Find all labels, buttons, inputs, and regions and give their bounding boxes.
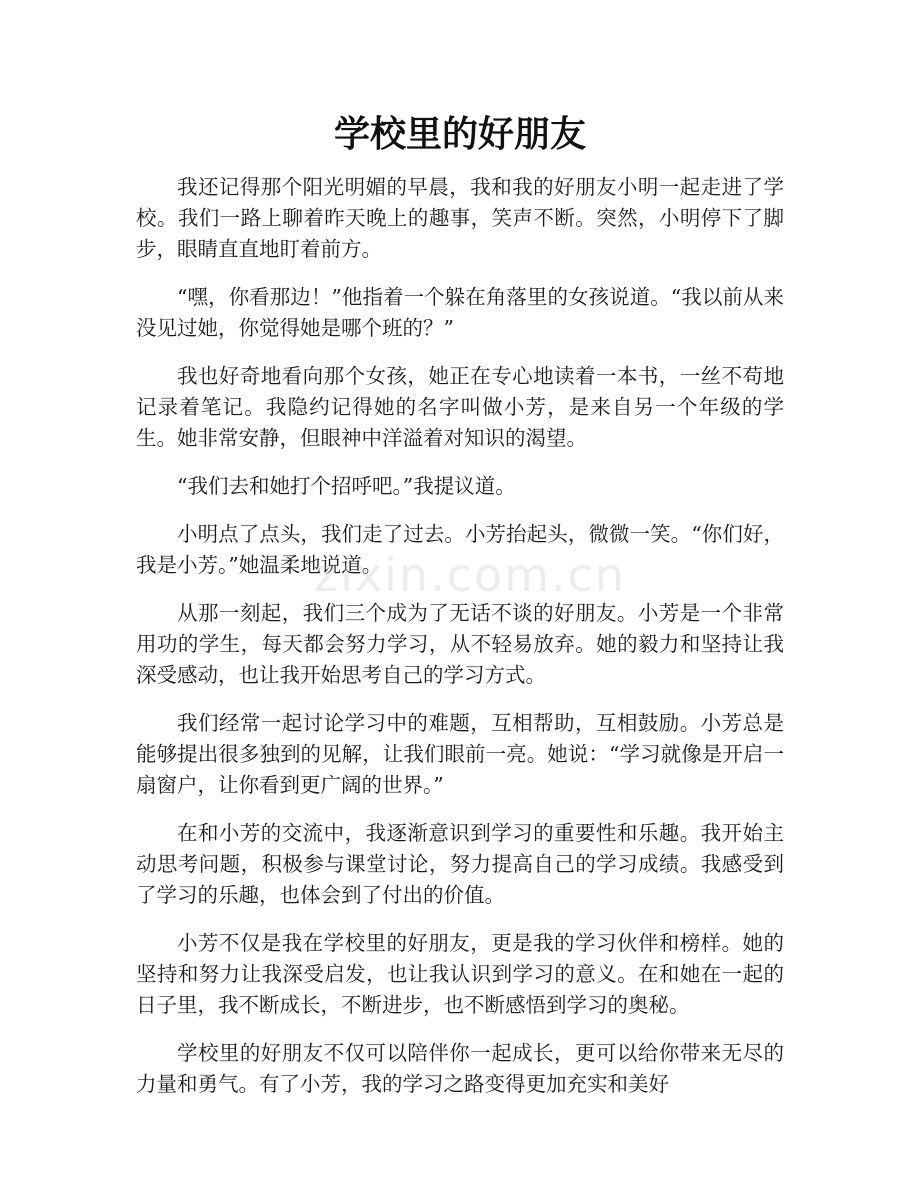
paragraph: 从那一刻起，我们三个成为了无话不谈的好朋友。小芳是一个非常用功的学生，每天都会努力学习，从不轻易放弃。她的毅力和坚持让我深受感动，也让我开始思考自己的学习方式。 (136, 601, 784, 687)
paragraph: 我也好奇地看向那个女孩，她正在专心地读着一本书，一丝不苟地记录着笔记。我隐约记得她的名字叫做小芳，是来自另一个年级的学生。她非常安静，但眼神中洋溢着对知识的渴望。 (136, 364, 784, 450)
document-title: 学校里的好朋友 (333, 114, 586, 155)
paragraph: 小芳不仅是我在学校里的好朋友，更是我的学习伙伴和榜样。她的坚持和努力让我深受启发，也让我认识到学习的意义。在和她在一起的日子里，我不断成长，不断进步，也不断感悟到学习的奥秘。 (136, 931, 784, 1017)
watermark: zixin.com.cn (313, 548, 627, 602)
document-body (136, 172, 784, 1117)
paragraph: 学校里的好朋友不仅可以陪伴你一起成长，更可以给你带来无尽的力量和勇气。有了小芳，我的学习之路变得更加充实和美好 (136, 1041, 784, 1096)
paragraph: 我还记得那个阳光明媚的早晨，我和我的好朋友小明一起走进了学校。我们一路上聊着昨天晚上的趣事，笑声不断。突然，小明停下了脚步，眼睛直直地盯着前方。 (136, 175, 784, 261)
paragraph: “嘿，你看那边！”他指着一个躲在角落里的女孩说道。“我以前从来没见过她，你觉得她是哪个班的？” (136, 285, 784, 340)
paragraph: “我们去和她打个招呼吧。”我提议道。 (177, 474, 516, 498)
paragraph: 我们经常一起讨论学习中的难题，互相帮助，互相鼓励。小芳总是能够提出很多独到的见解，让我们眼前一亮。她说：“学习就像是开启一扇窗户，让你看到更广阔的世界。” (136, 711, 784, 797)
paragraph: 在和小芳的交流中，我逐渐意识到学习的重要性和乐趣。我开始主动思考问题，积极参与课堂讨论，努力提高自己的学习成绩。我感受到了学习的乐趣，也体会到了付出的价值。 (136, 821, 784, 907)
paragraph: 小明点了点头，我们走了过去。小芳抬起头，微微一笑。“你们好，我是小芳。”她温柔地说道。 (136, 522, 784, 577)
